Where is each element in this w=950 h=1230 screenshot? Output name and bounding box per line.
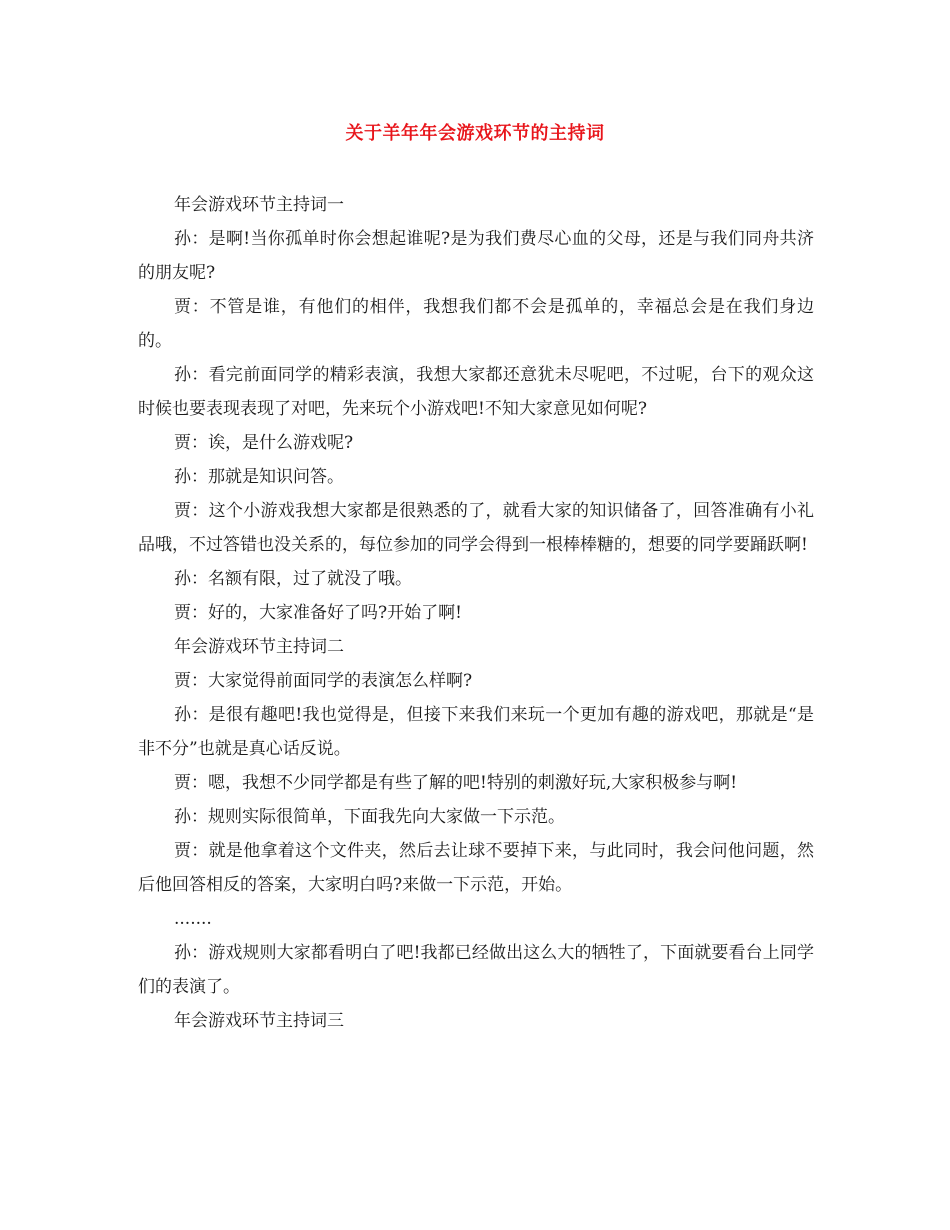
dialogue-paragraph: 孙：规则实际很简单，下面我先向大家做一下示范。 <box>174 807 565 827</box>
dialogue-paragraph: 贾：大家觉得前面同学的表演怎么样啊? <box>174 671 473 691</box>
dialogue-paragraph: 贾：不管是谁，有他们的相伴，我想我们都不会是孤单的，幸福总会是在我们身边的。 <box>138 297 814 351</box>
dialogue-paragraph: 孙：是很有趣吧!我也觉得是，但接下来我们来玩一个更加有趣的游戏吧，那就是“是非不分”也就是真心话反说。 <box>138 705 814 759</box>
dialogue-paragraph: 贾：这个小游戏我想大家都是很熟悉的了，就看大家的知识储备了，回答准确有小礼品哦，不过答错也没关系的，每位参加的同学会得到一根棒棒糖的，想要的同学要踊跃啊! <box>138 501 814 555</box>
section-heading-3: 年会游戏环节主持词三 <box>174 1011 344 1031</box>
dialogue-paragraph: 贾：就是他拿着这个文件夹，然后去让球不要掉下来，与此同时，我会问他问题，然后他回答相反的答案，大家明白吗?来做一下示范，开始。 <box>138 841 814 895</box>
dialogue-paragraph: 孙：看完前面同学的精彩表演，我想大家都还意犹未尽呢吧，不过呢，台下的观众这时候也要表现表现了对吧，先来玩个小游戏吧!不知大家意见如何呢? <box>138 365 814 419</box>
ellipsis-line: ....... <box>174 909 212 929</box>
dialogue-paragraph: 贾：好的，大家准备好了吗?开始了啊! <box>174 603 462 623</box>
section-heading-1: 年会游戏环节主持词一 <box>174 195 344 215</box>
dialogue-paragraph: 孙：游戏规则大家都看明白了吧!我都已经做出这么大的牺牲了，下面就要看台上同学们的表演了。 <box>138 943 814 997</box>
dialogue-paragraph: 孙：名额有限，过了就没了哦。 <box>174 569 412 589</box>
section-heading-2: 年会游戏环节主持词二 <box>174 637 344 657</box>
document-title: 关于羊年年会游戏环节的主持词 <box>345 123 605 144</box>
dialogue-paragraph: 贾：诶，是什么游戏呢? <box>174 433 354 453</box>
dialogue-paragraph: 孙：那就是知识问答。 <box>174 467 344 487</box>
dialogue-paragraph: 贾：嗯，我想不少同学都是有些了解的吧!特别的刺激好玩,大家积极参与啊! <box>174 773 738 793</box>
document-body <box>138 188 814 1038</box>
dialogue-paragraph: 孙：是啊!当你孤单时你会想起谁呢?是为我们费尽心血的父母，还是与我们同舟共济的朋友呢? <box>138 229 814 283</box>
